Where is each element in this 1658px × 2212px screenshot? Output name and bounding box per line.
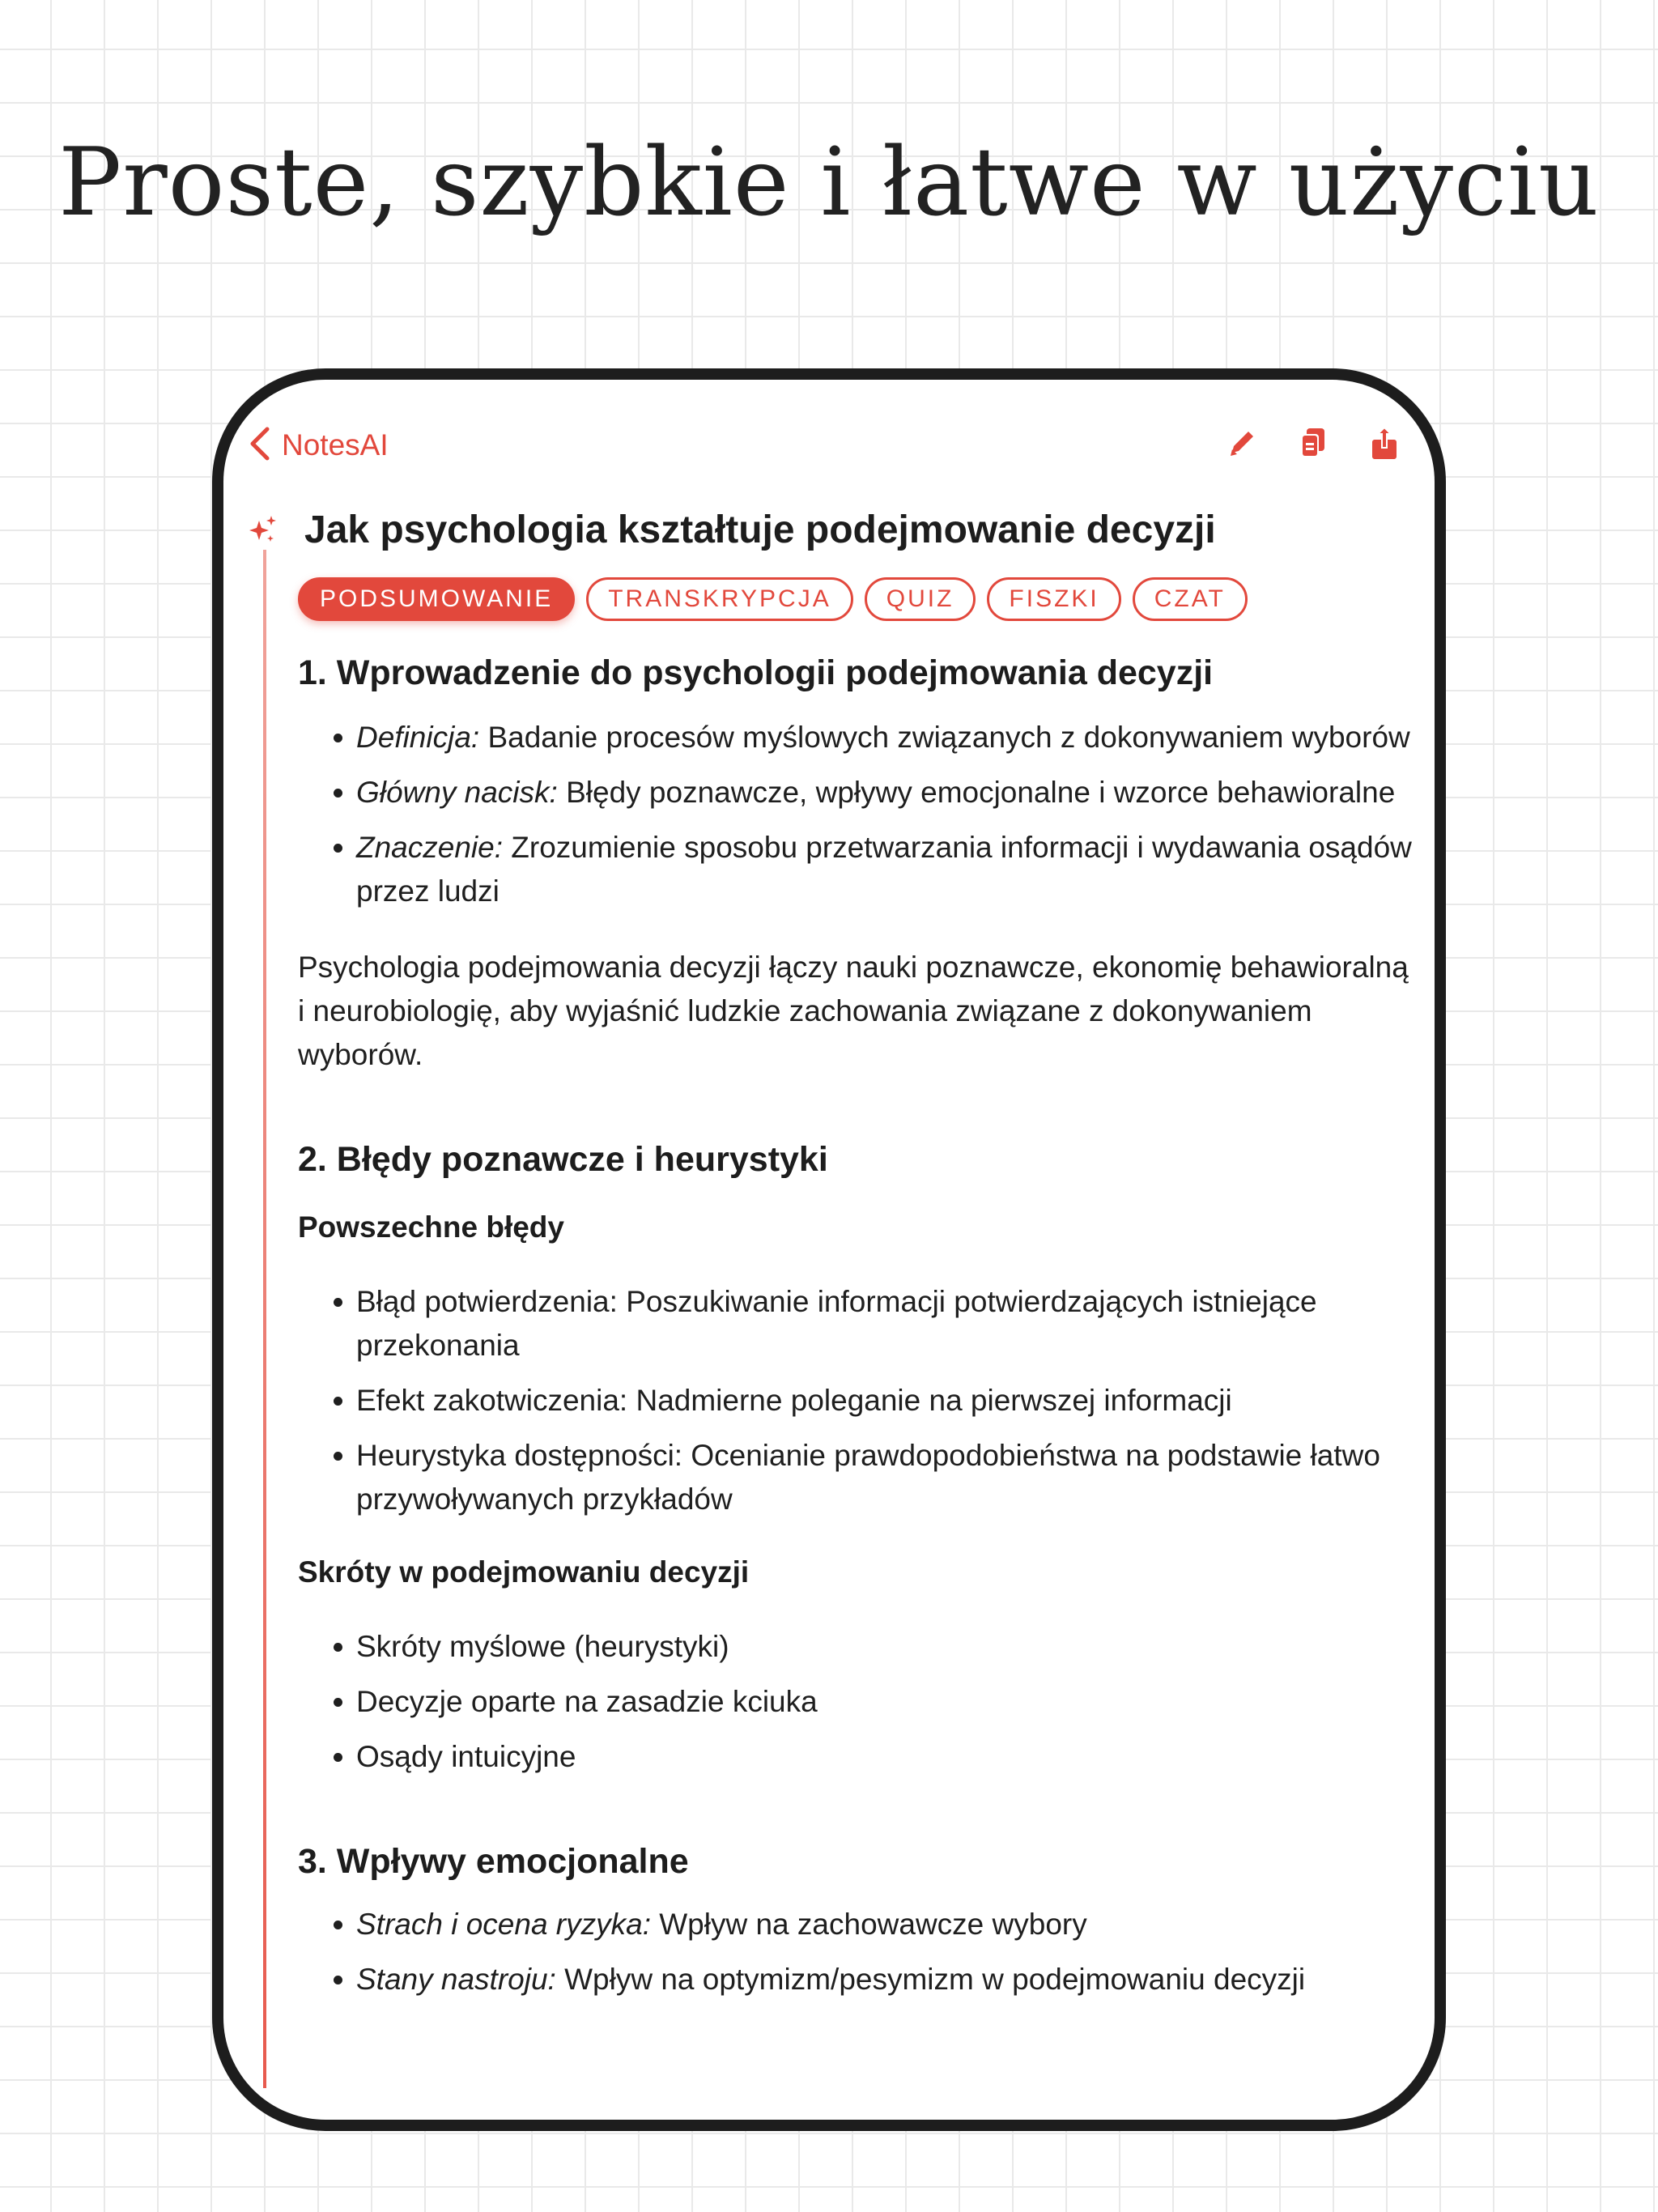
sparkle-icon <box>248 513 278 547</box>
view-tabs <box>298 577 1248 621</box>
copy-icon[interactable] <box>1297 425 1329 461</box>
section-heading: 1. Wprowadzenie do psychologii podejmowania decyzji <box>298 653 1214 692</box>
list-item <box>298 716 1423 759</box>
list-item: Błąd potwierdzenia: Poszukiwanie informacji potwierdzających istniejące przekonania <box>298 1280 1423 1368</box>
back-button[interactable] <box>248 417 389 474</box>
bullet-text: Błędy poznawcze, wpływy emocjonalne i wzorce behawioralne <box>557 776 1396 809</box>
share-icon[interactable] <box>1368 425 1401 461</box>
app-screen <box>223 380 1435 2120</box>
tab-transkrypcja[interactable]: TRANSKRYPCJA <box>586 577 853 621</box>
section-heading: 2. Błędy poznawcze i heurystyki <box>298 1140 828 1179</box>
list-item: Efekt zakotwiczenia: Nadmierne poleganie na pierwszej informacji <box>298 1379 1423 1423</box>
list-item: Heurystyka dostępności: Ocenianie prawdopodobieństwa na podstawie łatwo przywoływanych przykładów <box>298 1434 1423 1521</box>
nav-actions <box>1226 425 1401 461</box>
bullet-list <box>298 1625 1423 1779</box>
list-item: Skróty myślowe (heurystyki) <box>298 1625 1423 1669</box>
tab-quiz[interactable]: QUIZ <box>865 577 976 621</box>
tablet-frame <box>212 368 1446 2131</box>
headline: Proste, szybkie i łatwe w użyciu <box>58 128 1600 237</box>
list-item <box>298 1958 1423 2001</box>
list-item <box>298 771 1423 815</box>
tab-fiszki[interactable]: FISZKI <box>987 577 1120 621</box>
bullet-label: Stany nastroju: <box>356 1963 556 1996</box>
bullet-text: Badanie procesów myślowych związanych z dokonywaniem wyborów <box>479 721 1410 754</box>
summary-content <box>298 642 1423 2001</box>
bullet-list <box>298 716 1423 913</box>
note-title-row <box>248 501 1402 558</box>
bullet-text: Zrozumienie sposobu przetwarzania informacji i wydawania osądów przez ludzi <box>356 831 1412 908</box>
list-item <box>298 1903 1423 1946</box>
tab-czat[interactable]: CZAT <box>1133 577 1248 621</box>
pencil-icon[interactable] <box>1226 425 1258 461</box>
tab-podsumowanie[interactable]: PODSUMOWANIE <box>298 577 575 621</box>
back-button-label: NotesAI <box>282 428 389 462</box>
bullet-list <box>298 1280 1423 1521</box>
chevron-left-icon <box>248 426 282 466</box>
section-heading: 3. Wpływy emocjonalne <box>298 1842 689 1881</box>
subsection-heading: Powszechne błędy <box>298 1210 564 1244</box>
list-item <box>298 826 1423 913</box>
note-title: Jak psychologia kształtuje podejmowanie decyzji <box>304 508 1216 551</box>
navigation-bar <box>223 417 1435 474</box>
list-item: Osądy intuicyjne <box>298 1735 1423 1779</box>
summary-paragraph: Psychologia podejmowania decyzji łączy nauki poznawcze, ekonomię behawioralną i neurobiologię, aby wyjaśnić ludzkie zachowania związane z dokonywaniem wyborów. <box>298 951 1409 1071</box>
timeline-line <box>263 550 266 2088</box>
subsection-heading: Skróty w podejmowaniu decyzji <box>298 1555 750 1589</box>
bullet-label: Znaczenie: <box>356 831 503 864</box>
bullet-label: Definicja: <box>356 721 480 754</box>
bullet-label: Strach i ocena ryzyka: <box>356 1908 651 1941</box>
bullet-text: Wpływ na optymizm/pesymizm w podejmowaniu decyzji <box>555 1963 1306 1996</box>
bullet-text: Wpływ na zachowawcze wybory <box>650 1908 1087 1941</box>
list-item: Decyzje oparte na zasadzie kciuka <box>298 1680 1423 1724</box>
bullet-list <box>298 1903 1423 2001</box>
bullet-label: Główny nacisk: <box>356 776 558 809</box>
